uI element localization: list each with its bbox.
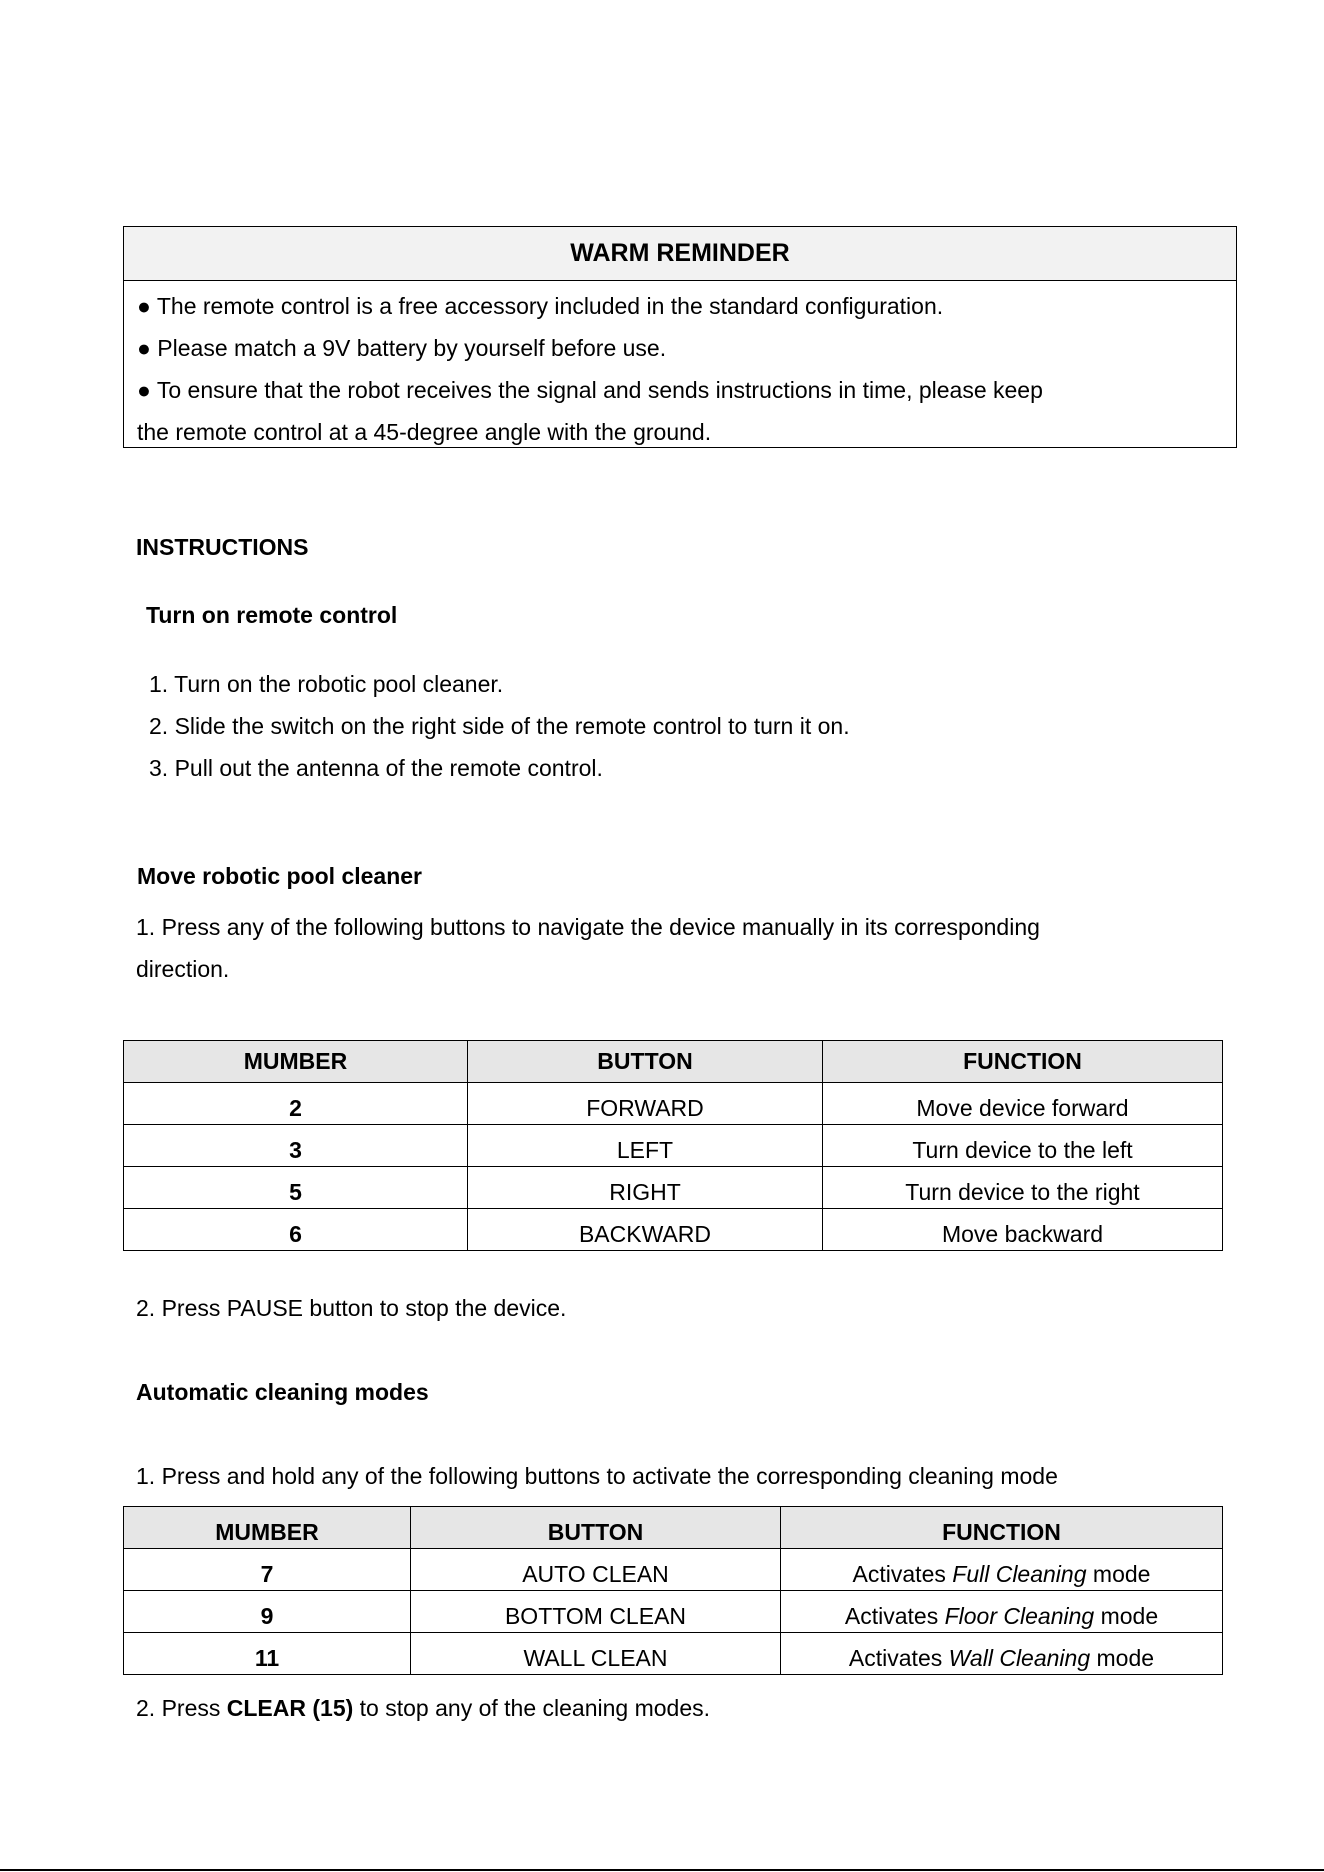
- function-cell: Move device forward: [823, 1083, 1223, 1125]
- function-prefix: Activates: [848, 1645, 949, 1671]
- mode-name: Full Cleaning: [952, 1561, 1087, 1587]
- move-buttons-table: [123, 1040, 1223, 1251]
- reminder-line: ● Please match a 9V battery by yourself before use.: [137, 335, 667, 361]
- auto-step2-prefix: 2. Press: [136, 1695, 227, 1721]
- column-header: FUNCTION: [823, 1041, 1223, 1083]
- number-cell: 2: [124, 1083, 468, 1125]
- reminder-line: ● The remote control is a free accessory included in the standard configuration.: [137, 293, 944, 319]
- number-cell: 6: [124, 1209, 468, 1251]
- move-heading: Move robotic pool cleaner: [137, 863, 422, 889]
- column-header: FUNCTION: [781, 1507, 1223, 1549]
- table-row: [124, 1209, 1223, 1251]
- function-cell: Turn device to the right: [823, 1167, 1223, 1209]
- turn-on-step: 2. Slide the switch on the right side of the remote control to turn it on.: [149, 713, 850, 739]
- column-header: BUTTON: [468, 1041, 823, 1083]
- button-cell: BOTTOM CLEAN: [411, 1591, 781, 1633]
- function-suffix: mode: [1086, 1561, 1151, 1587]
- button-cell: BACKWARD: [468, 1209, 823, 1251]
- mode-name: Floor Cleaning: [944, 1603, 1095, 1629]
- cleaning-modes-table: [123, 1506, 1223, 1675]
- function-cell: Move backward: [823, 1209, 1223, 1251]
- page-bottom-rule: [0, 1869, 1324, 1871]
- function-cell: [781, 1591, 1223, 1633]
- button-cell: RIGHT: [468, 1167, 823, 1209]
- auto-step2: [136, 1695, 710, 1723]
- button-cell: AUTO CLEAN: [411, 1549, 781, 1591]
- number-cell: 3: [124, 1125, 468, 1167]
- table-header-row: [124, 1041, 1223, 1083]
- turn-on-step: 1. Turn on the robotic pool cleaner.: [149, 671, 504, 697]
- table-row: [124, 1549, 1223, 1591]
- reminder-line: the remote control at a 45-degree angle with the ground.: [137, 419, 712, 445]
- number-cell: 11: [124, 1633, 411, 1675]
- function-cell: [781, 1549, 1223, 1591]
- clear-button-label: CLEAR (15): [226, 1695, 354, 1721]
- function-suffix: mode: [1094, 1603, 1159, 1629]
- number-cell: 5: [124, 1167, 468, 1209]
- mode-name: Wall Cleaning: [948, 1645, 1091, 1671]
- move-step2: 2. Press PAUSE button to stop the device.: [136, 1295, 567, 1321]
- table-row: [124, 1591, 1223, 1633]
- table-row: [124, 1083, 1223, 1125]
- number-cell: 7: [124, 1549, 411, 1591]
- instructions-heading: INSTRUCTIONS: [136, 534, 309, 560]
- warm-reminder-title: WARM REMINDER: [124, 227, 1236, 281]
- auto-step2-suffix: to stop any of the cleaning modes.: [353, 1695, 711, 1721]
- turn-on-heading: Turn on remote control: [146, 602, 398, 628]
- move-step1-line2: direction.: [136, 956, 230, 982]
- button-cell: FORWARD: [468, 1083, 823, 1125]
- reminder-line: ● To ensure that the robot receives the signal and sends instructions in time, please keep: [137, 377, 1043, 403]
- warm-reminder-body: [124, 281, 1236, 453]
- auto-step1: 1. Press and hold any of the following buttons to activate the corresponding cleaning mode: [136, 1463, 1058, 1489]
- column-header: MUMBER: [124, 1041, 468, 1083]
- function-cell: Turn device to the left: [823, 1125, 1223, 1167]
- function-prefix: Activates: [844, 1603, 945, 1629]
- column-header: MUMBER: [124, 1507, 411, 1549]
- move-step1-line1: 1. Press any of the following buttons to navigate the device manually in its corresponding: [136, 914, 1040, 940]
- turn-on-step: 3. Pull out the antenna of the remote control.: [149, 755, 603, 781]
- function-suffix: mode: [1090, 1645, 1155, 1671]
- function-cell: [781, 1633, 1223, 1675]
- table-row: [124, 1633, 1223, 1675]
- button-cell: WALL CLEAN: [411, 1633, 781, 1675]
- table-row: [124, 1125, 1223, 1167]
- function-prefix: Activates: [852, 1561, 953, 1587]
- auto-heading: Automatic cleaning modes: [136, 1379, 429, 1405]
- table-header-row: [124, 1507, 1223, 1549]
- column-header: BUTTON: [411, 1507, 781, 1549]
- button-cell: LEFT: [468, 1125, 823, 1167]
- warm-reminder-box: [123, 226, 1237, 448]
- table-row: [124, 1167, 1223, 1209]
- number-cell: 9: [124, 1591, 411, 1633]
